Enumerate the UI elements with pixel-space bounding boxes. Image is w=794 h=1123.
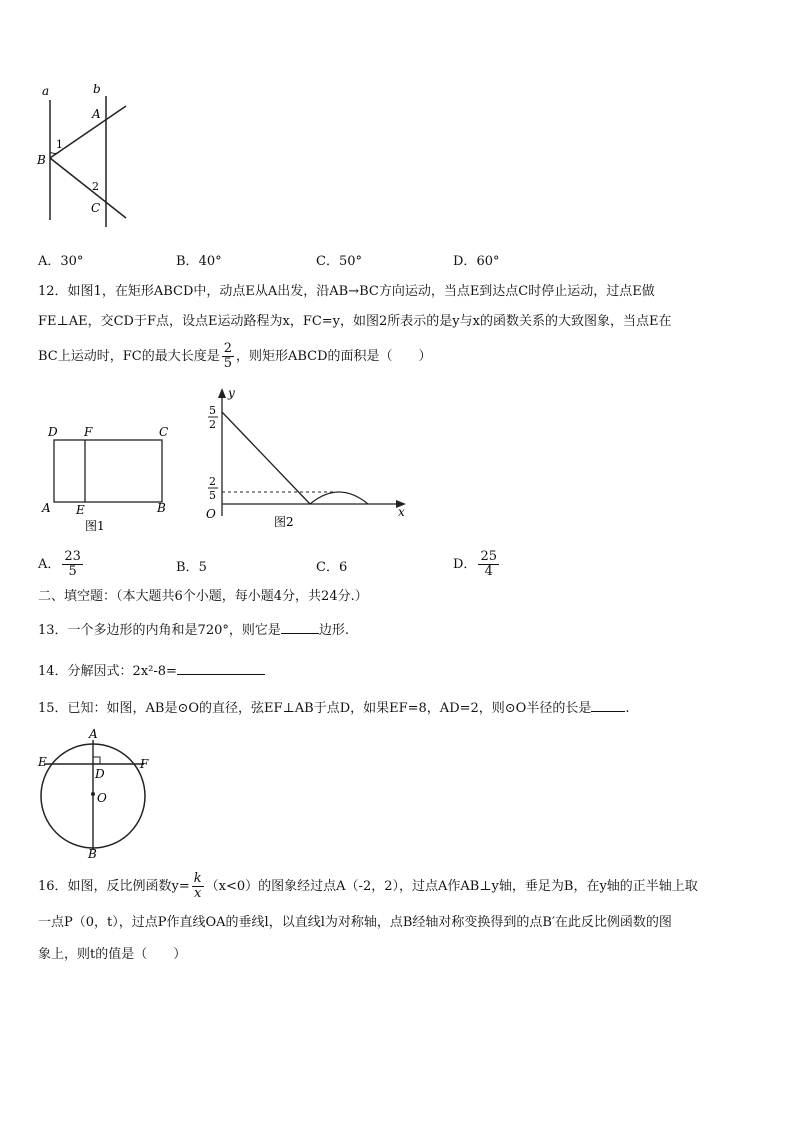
fraction-numerator: 23	[64, 549, 81, 564]
fig1-caption: 图1	[85, 519, 105, 533]
q14-text	[38, 660, 265, 682]
label-C: C	[91, 201, 101, 215]
q12-figure1	[38, 420, 178, 536]
label-E: E	[76, 503, 85, 517]
fraction-denominator: 5	[223, 356, 232, 371]
y-axis-arrow	[218, 388, 226, 398]
q12-option-a[interactable]	[38, 548, 85, 582]
option-label: B．	[176, 254, 199, 269]
q12-option-c[interactable]	[316, 556, 347, 575]
option-label: D．	[453, 557, 477, 572]
option-label: A．	[38, 557, 61, 572]
fraction-denominator: 5	[68, 564, 77, 579]
fig2-caption: 图2	[274, 515, 294, 529]
label-O: O	[206, 507, 216, 521]
label-y: y	[228, 386, 235, 400]
q15-text	[38, 697, 629, 719]
q12-text-line1: 12．如图1，在矩形ABCD中，动点E从A出发，沿AB→BC方向运动，当点E到达点C时停止运动，过点E做	[38, 284, 655, 299]
q13-post: 边形.	[318, 623, 349, 638]
q12-text-line2: FE⊥AE，交CD于F点，设点E运动路程为x，FC=y，如图2所表示的是y与x的函数关系的大致图象，当点E在	[38, 314, 672, 329]
fraction-numerator: 25	[480, 549, 497, 564]
label-E: E	[38, 755, 47, 769]
option-text: 5	[198, 560, 207, 575]
label-A: A	[42, 501, 51, 515]
tick-mid-num: 2	[209, 475, 216, 488]
label-A: A	[89, 727, 98, 741]
option-text: 6	[338, 560, 348, 575]
option-label: B．	[176, 560, 199, 575]
rectangle-ABCD	[54, 440, 162, 502]
label-F: F	[84, 425, 93, 439]
label-F: F	[140, 757, 149, 771]
q14-pre: 14．分解因式：2x²-8=	[38, 664, 177, 679]
option-label: A．	[38, 254, 61, 269]
right-angle-mark	[93, 757, 100, 764]
fraction-denominator: x	[194, 886, 202, 901]
q11-option-a[interactable]	[38, 250, 83, 269]
q11-option-d[interactable]	[453, 250, 499, 269]
q12-figure2	[198, 384, 414, 534]
decreasing-segment	[222, 412, 310, 504]
q11-option-c[interactable]	[316, 250, 362, 269]
q13-text	[38, 619, 349, 641]
q13-pre: 13．一个多边形的内角和是720°，则它是	[38, 623, 281, 638]
option-text: 40°	[198, 254, 222, 269]
q15-answer-blank[interactable]	[591, 697, 625, 712]
q16-line1-post: （x<0）的图象经过点A（-2，2），过点A作AB⊥y轴，垂足为B，在y轴的正半轴上取	[205, 879, 698, 894]
tick-top-den: 2	[209, 418, 216, 431]
q11-figure	[36, 82, 132, 234]
q12-line3-post: ，则矩形ABCD的面积是（ ）	[236, 349, 432, 364]
label-x: x	[398, 505, 405, 519]
q11-option-b[interactable]	[176, 250, 222, 269]
option-fraction	[478, 550, 499, 579]
tick-top-num: 5	[209, 404, 216, 417]
q12-option-b[interactable]	[176, 556, 207, 575]
section2-heading: 二、填空题：（本大题共6个小题，每小题4分，共24分.）	[38, 589, 368, 604]
q12-text-line3	[38, 340, 432, 374]
label-a: a	[42, 84, 50, 98]
q16-k-over-x	[192, 872, 204, 901]
q16-line2: 一点P（0，t），过点P作直线OA的垂线l，以直线l为对称轴，点B经轴对称变换得到的点B′在此反比例函数的图	[38, 915, 672, 930]
option-label: D．	[453, 254, 477, 269]
label-B: B	[88, 847, 97, 860]
center-dot	[91, 792, 95, 796]
option-text: 30°	[60, 254, 84, 269]
option-label: C．	[316, 560, 339, 575]
fraction-denominator: 4	[484, 564, 493, 579]
label-C: C	[159, 425, 169, 439]
q15-body: 15．已知：如图，AB是⊙O的直径，弦EF⊥AB于点D，如果EF=8，AD=2，则⊙O半径的长是	[38, 701, 592, 716]
q16-line3: 象上，则t的值是（ ）	[38, 947, 187, 962]
fraction-numerator: 2	[223, 341, 232, 356]
q16-line1	[38, 870, 698, 904]
option-text: 50°	[338, 254, 362, 269]
label-O: O	[97, 791, 107, 805]
parabola-arc	[310, 492, 368, 504]
option-text: 60°	[476, 254, 500, 269]
label-b: b	[93, 82, 101, 96]
ray-BC	[50, 158, 126, 218]
label-D: D	[48, 425, 58, 439]
q14-answer-blank[interactable]	[177, 660, 265, 675]
q12-option-d[interactable]	[453, 548, 501, 582]
q12-line3-pre: BC上运动时，FC的最大长度是	[38, 349, 220, 364]
q15-end: .	[625, 701, 630, 716]
q12-max-fraction	[222, 342, 234, 371]
tick-mid-den: 5	[209, 489, 216, 502]
option-label: C．	[316, 254, 339, 269]
option-fraction	[62, 550, 83, 579]
label-angle1: 1	[56, 138, 63, 151]
fraction-numerator: k	[193, 871, 202, 886]
label-angle2: 2	[92, 180, 99, 193]
label-A: A	[92, 107, 101, 121]
label-D: D	[95, 767, 105, 781]
label-B: B	[37, 153, 46, 167]
q15-figure	[34, 726, 152, 860]
label-B: B	[157, 501, 166, 515]
q16-pre: 16．如图，反比例函数y=	[38, 879, 190, 894]
q13-answer-blank[interactable]	[281, 619, 319, 634]
